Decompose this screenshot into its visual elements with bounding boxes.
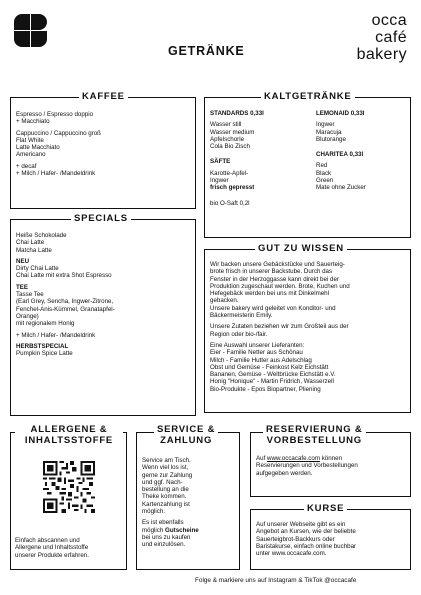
allergene-caption: Einfach abscannen und Allergene und Inhaltsstoffe unserer Produkte erfahren.	[15, 537, 89, 559]
brand-line-1: occa	[371, 12, 407, 29]
lemonaid-items: Ingwer Maracuja Blutorange	[316, 121, 346, 143]
brand-line-3: bakery	[356, 46, 407, 63]
qr-code[interactable]	[43, 461, 95, 513]
reservierung-post: können Reservierungen und Vorbestellungen aufgegeben werden.	[256, 455, 358, 477]
service-section	[136, 424, 240, 570]
wissen-suppliers: Eine Auswahl unserer Lieferanten: Eier - Familie Netter aus Schönau Milch - Familie Hutter aus Adelschlag Obst und Gemüse - Feinkost Kelz Eichstätt Bananen, Gemüse - Weltbrücke Eichstätt e.V. Honig "Honique" - Martin Fridrich, Wasserzell Bio-Produkte - Epos Biopartner, Pliening	[210, 341, 336, 393]
specials-milk-option: + Milch / Hafer- /Mandeldrink	[16, 331, 96, 339]
wissen-paragraph-2: Unsere Zutaten beziehen wir zum Großteil aus der Region oder bio-/fair.	[210, 323, 349, 338]
service-paragraph-1: Service am Tisch. Wenn viel los ist, gerne zur Zahlung und ggf. Nach- bestellung an die Theke kommen. Kartenzahlung ist möglich.	[142, 457, 193, 516]
allergene-title-line-1: ALLERGENE &	[30, 424, 108, 435]
kurse-title: KURSE	[304, 503, 347, 515]
saefte-items: Karotte-Apfel- Ingwer	[210, 169, 249, 185]
gut-zu-wissen-section	[204, 243, 411, 413]
specials-herbst-label: HERBSTSPECIAL	[16, 342, 69, 350]
bio-osaft-item: bio O-Saft 0,2l	[210, 199, 250, 207]
wissen-paragraph-1: Wir backen unsere Gebäckstücke und Sauerteig- brote frisch in unserer Backstube. Durch das Fenster in der Herzoggasse kann direkt bei der Produktion zugeschaut werden. Brote, Kuchen und Hefegebäck werden bei uns mit Dinkelmehl gebacken. Unsere bakery wird geleitet von Konditor- und Bäckermeisterin Emily.	[210, 261, 350, 320]
saefte-label: SÄFTE	[210, 158, 231, 166]
page-title: GETRÄNKE	[168, 44, 245, 58]
brand-line-2: café	[375, 29, 407, 46]
kaltgetraenke-section	[204, 91, 411, 238]
reservierung-pre: Auf	[256, 455, 268, 462]
allergene-title-line-2: INHALTSSTOFFE	[24, 435, 114, 446]
standards-label: STANDARDS 0,33l	[210, 110, 264, 117]
kurse-text: Auf unserer Webseite gibt es ein Angebot an Kursen, wie der beliebte Sauerteigbrot-Backkurs oder Baristakurse, einfach online buchbar unter www.occacafe.com.	[256, 521, 357, 558]
kaffee-milk-drinks-group: Cappuccino / Cappuccino groß Flat White Latte Macchiato Americano	[16, 129, 101, 159]
service-paragraph-2	[142, 519, 238, 548]
standards-items: Wasser still Wasser medium Apfelschorle Cola Bio Zisch	[210, 121, 255, 151]
service-title-line-1: SERVICE &	[157, 424, 216, 435]
reservierung-section	[250, 424, 411, 497]
charitea-items: Red Black Green Mate ohne Zucker	[316, 162, 366, 192]
reservierung-title	[263, 424, 366, 446]
frisch-gepresst-label: frisch gepresst	[210, 184, 255, 192]
specials-tee-label: TEE	[16, 283, 29, 291]
specials-base-items: Heiße Schokolade Chai Latte Matcha Latte	[16, 232, 67, 254]
reservierung-title-line-2: VORBESTELLUNG	[266, 435, 362, 446]
lemonaid-label: LEMONAID 0,33l	[316, 110, 365, 117]
specials-title: SPECIALS	[71, 213, 131, 225]
kaffee-espresso-group: Espresso / Espresso doppio + Macchiato	[16, 111, 94, 126]
specials-neu-items: Dirty Chai Latte Chai Latte mit extra Shot Espresso	[16, 265, 112, 280]
kaffee-title: KAFFEE	[79, 91, 128, 103]
allergene-title	[15, 424, 123, 446]
kaffee-section	[10, 91, 196, 209]
service-title-line-2: ZAHLUNG	[160, 435, 213, 446]
brand-wordmark	[357, 12, 407, 63]
reservierung-title-line-1: RESERVIERUNG &	[266, 424, 363, 435]
reservierung-text	[256, 455, 406, 477]
specials-section	[10, 213, 196, 416]
kurse-section	[250, 503, 411, 570]
kaltgetraenke-title: KALTGETRÄNKE	[261, 91, 355, 103]
service-p2-pre: Es ist ebenfalls möglich	[142, 519, 184, 534]
footer-social: Folge & markiere uns auf Instagram & TikTok @occacafe	[195, 577, 357, 584]
service-gutscheine: Gutscheine	[165, 526, 199, 534]
specials-tee-items: Tasse Tee (Earl Grey, Sencha, Ingwer-Zitrone, Fenchel-Anis-Kümmel, Granatapfel- Orange) mit regionalem Honig	[16, 291, 115, 328]
service-title	[154, 424, 218, 446]
charitea-label: CHARITEA 0,33l	[316, 151, 364, 159]
website-link[interactable]: www.occacafe.com	[267, 455, 320, 462]
occa-logo	[14, 14, 47, 47]
service-p2-post: bei uns zu kaufen und einzulösen.	[142, 533, 191, 549]
kaffee-extras-group: + decaf + Milch / Hafer- /Mandeldrink	[16, 162, 96, 178]
specials-neu-label: NEU	[16, 257, 30, 265]
specials-herbst-items: Pumpkin Spice Latte	[16, 350, 73, 358]
allergene-section	[10, 424, 127, 570]
gut-zu-wissen-title: GUT ZU WISSEN	[255, 243, 347, 255]
